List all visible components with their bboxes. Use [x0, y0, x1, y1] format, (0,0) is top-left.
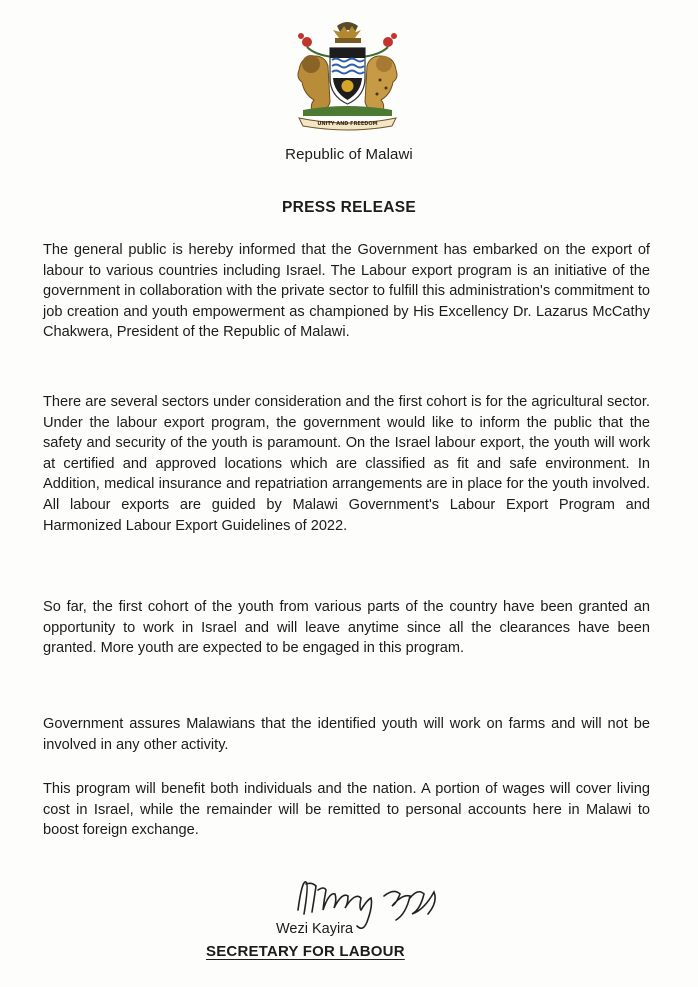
signatory-name: Wezi Kayira	[276, 921, 354, 937]
paragraph-4: Government assures Malawians that the identified youth will work on farms and will not be involved in any other activity.	[43, 716, 650, 753]
emblem-motto: UNITY AND FREEDOM	[317, 121, 378, 127]
paragraph-5: This program will benefit both individuals and the nation. A portion of wages will cover living cost in Israel, while the remainder will be remitted to personal accounts here in Malawi to boost foreign exchange.	[43, 781, 650, 839]
paragraph-3: So far, the first cohort of the youth from various parts of the country have been granted an opportunity to work in Israel and will leave anytime since all the clearances have been granted. More youth are expected to be engaged in this program.	[43, 599, 650, 657]
signatory-title: SECRETARY FOR LABOUR	[206, 943, 405, 960]
paragraph-1: The general public is hereby informed that the Government has embarked on the export of labour to various countries including Israel. The Labour export program is an initiative of the government in collaboration with the private sector to fulfill this administration's commitment to job creation and youth empowerment as championed by His Excellency Dr. Lazarus McCathy Chakwera, President of the Republic of Malawi.	[43, 242, 650, 341]
paragraph-2: There are several sectors under consideration and the first cohort is for the agricultural sector. Under the labour export program, the government would like to inform the public that the safety and security of the youth is paramount. On the Israel labour export, the youth will work at certified and approved locations which are classified as fit and safe environment. In Addition, medical insurance and repatriation arrangements are in place for the youth involved. All labour exports are guided by Malawi Government's Labour Export Program and Harmonized Labour Export Guidelines of 2022.	[43, 394, 650, 534]
document-title: PRESS RELEASE	[282, 199, 416, 216]
country-heading: Republic of Malawi	[285, 146, 413, 163]
malawi-coat-of-arms-icon	[285, 20, 410, 132]
